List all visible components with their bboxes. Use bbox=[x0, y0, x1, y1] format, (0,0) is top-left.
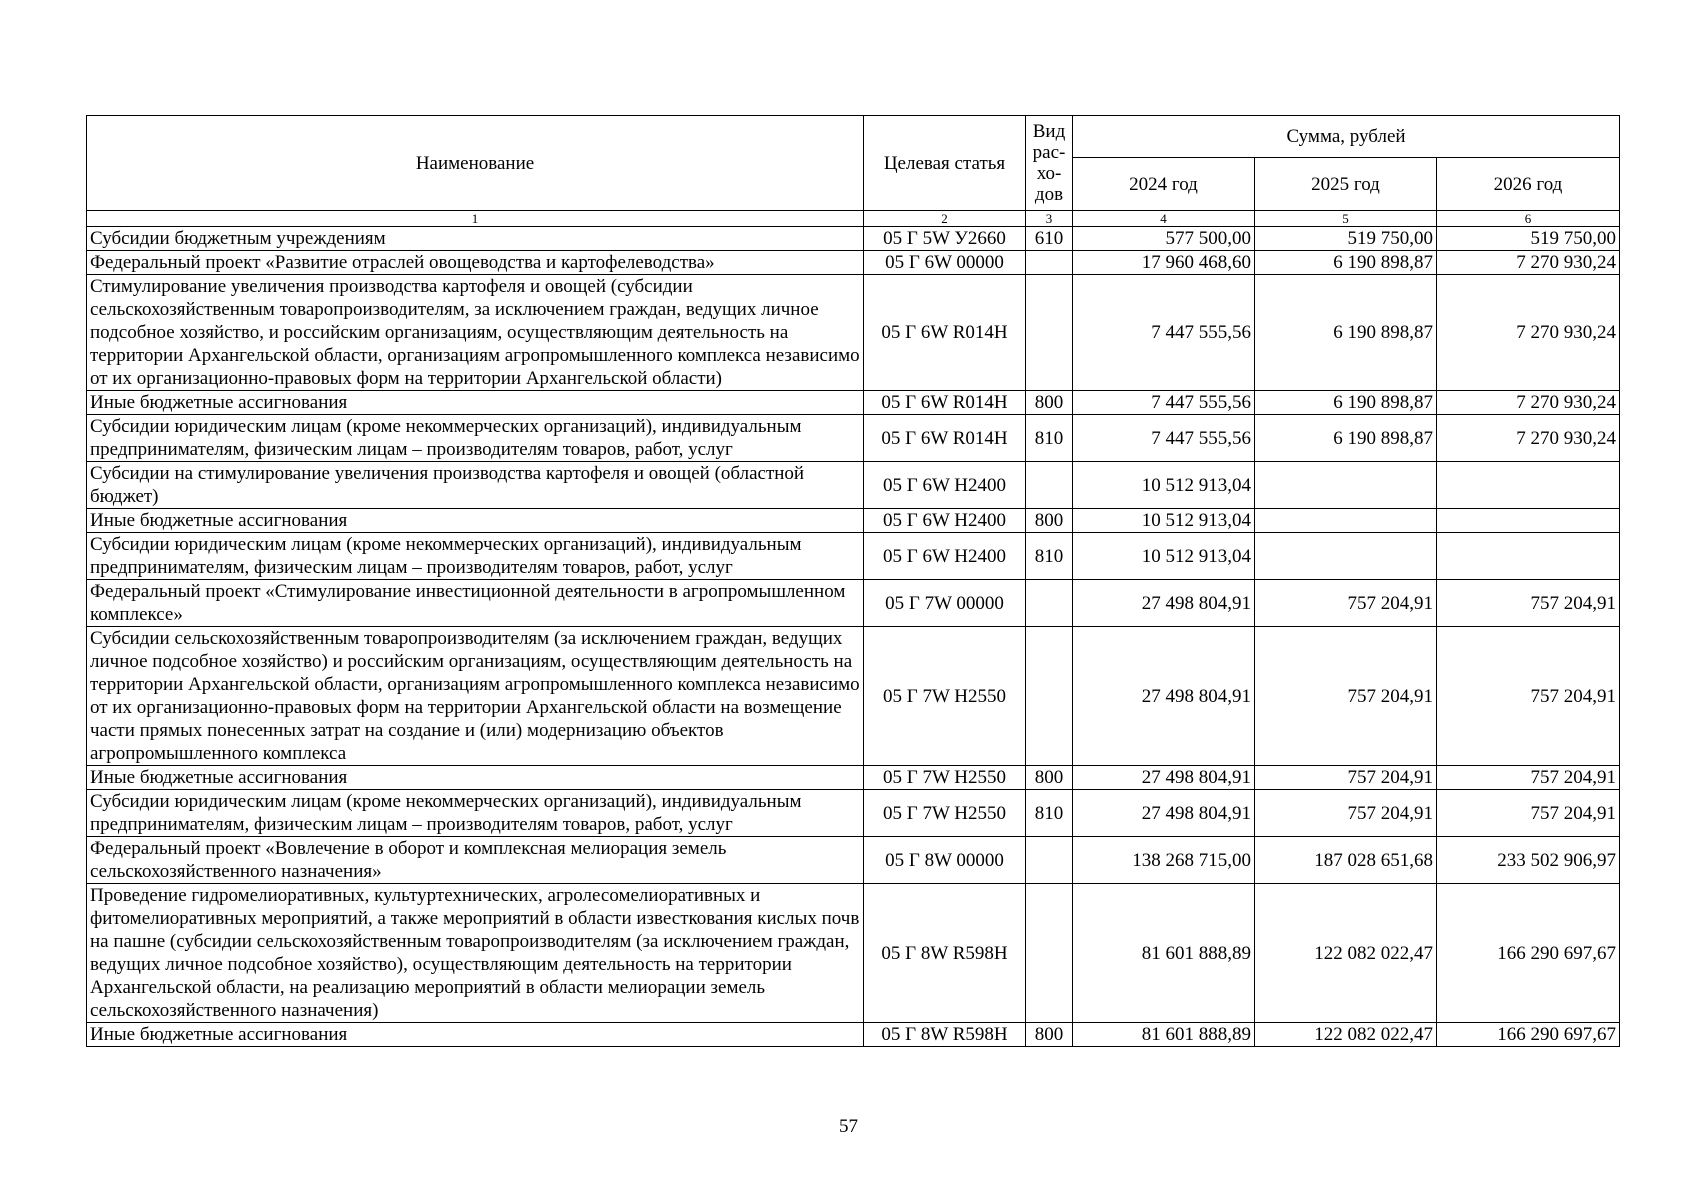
row-name: Субсидии юридическим лицам (кроме некоммерческих организаций), индивидуальным предпринимателям, физическим лицам – производителям товаров, работ, услуг bbox=[87, 533, 864, 580]
row-name: Иные бюджетные ассигнования bbox=[87, 1023, 864, 1047]
row-amount-2025: 757 204,91 bbox=[1255, 790, 1437, 837]
table-row bbox=[87, 227, 1620, 251]
row-name: Федеральный проект «Вовлечение в оборот и комплексная мелиорация земель сельскохозяйственного назначения» bbox=[87, 837, 864, 884]
column-number: 3 bbox=[1026, 211, 1073, 227]
row-expense-type: 810 bbox=[1026, 533, 1073, 580]
row-amount-2024: 27 498 804,91 bbox=[1073, 766, 1255, 790]
row-name: Иные бюджетные ассигнования bbox=[87, 766, 864, 790]
row-expense-type: 800 bbox=[1026, 1023, 1073, 1047]
row-name: Субсидии юридическим лицам (кроме некоммерческих организаций), индивидуальным предпринимателям, физическим лицам – производителям товаров, работ, услуг bbox=[87, 790, 864, 837]
row-name: Федеральный проект «Развитие отраслей овощеводства и картофелеводства» bbox=[87, 251, 864, 275]
row-amount-2026: 757 204,91 bbox=[1437, 790, 1620, 837]
row-name: Иные бюджетные ассигнования bbox=[87, 509, 864, 533]
row-expense-type bbox=[1026, 627, 1073, 766]
row-expense-type: 810 bbox=[1026, 415, 1073, 462]
row-amount-2024: 7 447 555,56 bbox=[1073, 415, 1255, 462]
row-amount-2025 bbox=[1255, 533, 1437, 580]
row-name: Субсидии бюджетным учреждениям bbox=[87, 227, 864, 251]
row-target-article: 05 Г 6W R014Н bbox=[864, 275, 1026, 391]
table-row bbox=[87, 580, 1620, 627]
table-row bbox=[87, 533, 1620, 580]
row-target-article: 05 Г 6W Н2400 bbox=[864, 509, 1026, 533]
row-expense-type: 610 bbox=[1026, 227, 1073, 251]
header-year-2024: 2024 год bbox=[1073, 158, 1255, 211]
row-amount-2026: 519 750,00 bbox=[1437, 227, 1620, 251]
row-amount-2025: 757 204,91 bbox=[1255, 766, 1437, 790]
table-body bbox=[87, 227, 1620, 1047]
row-expense-type: 800 bbox=[1026, 766, 1073, 790]
header-target-article: Целевая статья bbox=[864, 116, 1026, 211]
row-target-article: 05 Г 7W 00000 bbox=[864, 580, 1026, 627]
column-number-row bbox=[87, 211, 1620, 227]
header-sum: Сумма, рублей bbox=[1073, 116, 1620, 158]
row-target-article: 05 Г 7W Н2550 bbox=[864, 790, 1026, 837]
table-row bbox=[87, 1023, 1620, 1047]
row-expense-type bbox=[1026, 275, 1073, 391]
header-year-2026: 2026 год bbox=[1437, 158, 1620, 211]
table-row bbox=[87, 391, 1620, 415]
row-amount-2025: 6 190 898,87 bbox=[1255, 391, 1437, 415]
row-amount-2026: 757 204,91 bbox=[1437, 580, 1620, 627]
table-row bbox=[87, 837, 1620, 884]
row-target-article: 05 Г 8W 00000 bbox=[864, 837, 1026, 884]
row-amount-2025: 122 082 022,47 bbox=[1255, 1023, 1437, 1047]
row-name: Проведение гидромелиоративных, культуртехнических, агролесомелиоративных и фитомелиоративных мероприятий, а также мероприятий в области известкования кислых почв на пашне (субсидии сельскохозяйственным товаропроизводителям (за исключением граждан, ведущих личное подсобное хозяйство), осуществляющим деятельность на территории Архангельской области, на реализацию мероприятий в области мелиорации земель сельскохозяйственного назначения) bbox=[87, 884, 864, 1023]
row-amount-2025: 6 190 898,87 bbox=[1255, 415, 1437, 462]
row-amount-2025: 757 204,91 bbox=[1255, 580, 1437, 627]
row-amount-2026: 166 290 697,67 bbox=[1437, 1023, 1620, 1047]
row-amount-2025 bbox=[1255, 462, 1437, 509]
row-amount-2026: 233 502 906,97 bbox=[1437, 837, 1620, 884]
row-amount-2026: 757 204,91 bbox=[1437, 766, 1620, 790]
column-number: 2 bbox=[864, 211, 1026, 227]
row-amount-2026 bbox=[1437, 533, 1620, 580]
row-amount-2026: 7 270 930,24 bbox=[1437, 415, 1620, 462]
row-target-article: 05 Г 6W 00000 bbox=[864, 251, 1026, 275]
row-expense-type: 800 bbox=[1026, 391, 1073, 415]
row-amount-2024: 138 268 715,00 bbox=[1073, 837, 1255, 884]
table-row bbox=[87, 884, 1620, 1023]
header-name: Наименование bbox=[87, 116, 864, 211]
page-number: 57 bbox=[839, 1116, 858, 1137]
row-name: Субсидии юридическим лицам (кроме некоммерческих организаций), индивидуальным предпринимателям, физическим лицам – производителям товаров, работ, услуг bbox=[87, 415, 864, 462]
column-number: 4 bbox=[1073, 211, 1255, 227]
row-expense-type bbox=[1026, 837, 1073, 884]
row-target-article: 05 Г 6W Н2400 bbox=[864, 462, 1026, 509]
row-target-article: 05 Г 8W R598Н bbox=[864, 884, 1026, 1023]
table-row bbox=[87, 627, 1620, 766]
row-amount-2024: 27 498 804,91 bbox=[1073, 790, 1255, 837]
row-name: Федеральный проект «Стимулирование инвестиционной деятельности в агропромышленном комплексе» bbox=[87, 580, 864, 627]
row-amount-2024: 81 601 888,89 bbox=[1073, 1023, 1255, 1047]
table-row bbox=[87, 790, 1620, 837]
row-expense-type bbox=[1026, 251, 1073, 275]
row-amount-2024: 10 512 913,04 bbox=[1073, 533, 1255, 580]
row-amount-2024: 7 447 555,56 bbox=[1073, 275, 1255, 391]
row-amount-2026: 7 270 930,24 bbox=[1437, 275, 1620, 391]
column-number: 6 bbox=[1437, 211, 1620, 227]
table-row bbox=[87, 275, 1620, 391]
row-name: Субсидии сельскохозяйственным товаропроизводителям (за исключением граждан, ведущих личное подсобное хозяйство) и российским организациям, осуществляющим деятельность на территории Архангельской области, организациям агропромышленного комплекса независимо от их организационно-правовых форм на территории Архангельской области на возмещение части прямых понесенных затрат на создание и (или) модернизацию объектов агропромышленного комплекса bbox=[87, 627, 864, 766]
row-amount-2025 bbox=[1255, 509, 1437, 533]
table-row bbox=[87, 462, 1620, 509]
row-target-article: 05 Г 6W R014Н bbox=[864, 391, 1026, 415]
row-expense-type bbox=[1026, 462, 1073, 509]
row-amount-2026: 166 290 697,67 bbox=[1437, 884, 1620, 1023]
row-amount-2025: 6 190 898,87 bbox=[1255, 251, 1437, 275]
header-year-2025: 2025 год bbox=[1255, 158, 1437, 211]
row-name: Субсидии на стимулирование увеличения производства картофеля и овощей (областной бюджет) bbox=[87, 462, 864, 509]
row-amount-2026: 757 204,91 bbox=[1437, 627, 1620, 766]
row-amount-2024: 10 512 913,04 bbox=[1073, 509, 1255, 533]
row-name: Иные бюджетные ассигнования bbox=[87, 391, 864, 415]
row-target-article: 05 Г 6W R014Н bbox=[864, 415, 1026, 462]
row-expense-type: 810 bbox=[1026, 790, 1073, 837]
budget-table bbox=[86, 115, 1620, 1047]
row-amount-2024: 17 960 468,60 bbox=[1073, 251, 1255, 275]
row-amount-2025: 187 028 651,68 bbox=[1255, 837, 1437, 884]
row-amount-2025: 6 190 898,87 bbox=[1255, 275, 1437, 391]
row-target-article: 05 Г 8W R598Н bbox=[864, 1023, 1026, 1047]
row-amount-2025: 519 750,00 bbox=[1255, 227, 1437, 251]
row-name: Стимулирование увеличения производства картофеля и овощей (субсидии сельскохозяйственным товаропроизводителям, за исключением граждан, ведущих личное подсобное хозяйство, и российским организациям, осуществляющим деятельность на территории Архангельской области, организациям агропромышленного комплекса независимо от их организационно-правовых форм на территории Архангельской области) bbox=[87, 275, 864, 391]
table-row bbox=[87, 766, 1620, 790]
row-target-article: 05 Г 5W У2660 bbox=[864, 227, 1026, 251]
row-expense-type: 800 bbox=[1026, 509, 1073, 533]
row-amount-2025: 757 204,91 bbox=[1255, 627, 1437, 766]
row-amount-2024: 7 447 555,56 bbox=[1073, 391, 1255, 415]
row-amount-2024: 577 500,00 bbox=[1073, 227, 1255, 251]
row-target-article: 05 Г 7W Н2550 bbox=[864, 627, 1026, 766]
table-header bbox=[87, 116, 1620, 227]
table-row bbox=[87, 509, 1620, 533]
header-expense-type: Вид рас-хо-дов bbox=[1026, 116, 1073, 211]
row-amount-2024: 27 498 804,91 bbox=[1073, 580, 1255, 627]
row-amount-2025: 122 082 022,47 bbox=[1255, 884, 1437, 1023]
row-amount-2024: 27 498 804,91 bbox=[1073, 627, 1255, 766]
row-expense-type bbox=[1026, 580, 1073, 627]
row-amount-2026: 7 270 930,24 bbox=[1437, 391, 1620, 415]
row-target-article: 05 Г 7W Н2550 bbox=[864, 766, 1026, 790]
row-amount-2026 bbox=[1437, 509, 1620, 533]
row-amount-2024: 10 512 913,04 bbox=[1073, 462, 1255, 509]
row-target-article: 05 Г 6W Н2400 bbox=[864, 533, 1026, 580]
row-expense-type bbox=[1026, 884, 1073, 1023]
column-number: 5 bbox=[1255, 211, 1437, 227]
column-number: 1 bbox=[87, 211, 864, 227]
table-row bbox=[87, 415, 1620, 462]
row-amount-2026 bbox=[1437, 462, 1620, 509]
table-row bbox=[87, 251, 1620, 275]
row-amount-2026: 7 270 930,24 bbox=[1437, 251, 1620, 275]
row-amount-2024: 81 601 888,89 bbox=[1073, 884, 1255, 1023]
